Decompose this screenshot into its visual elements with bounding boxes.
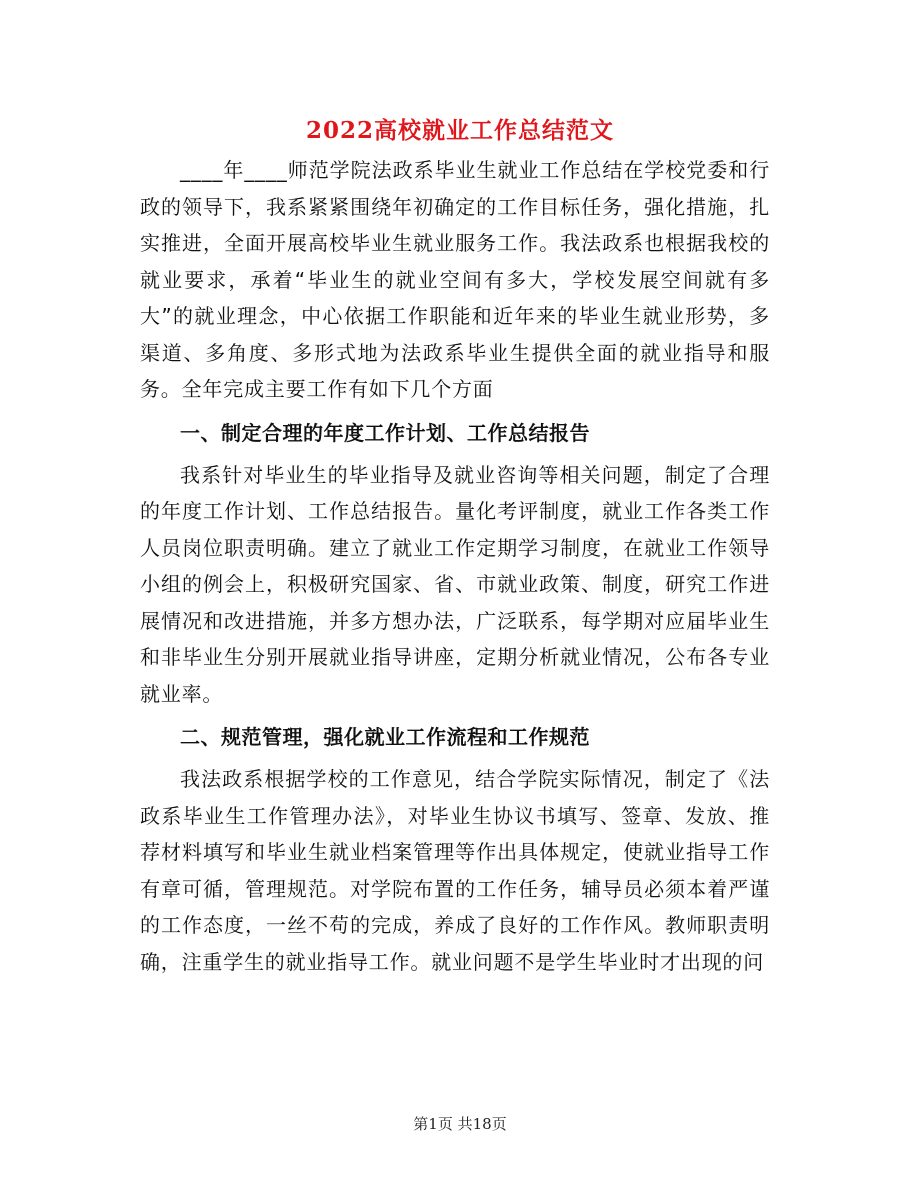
section-2-paragraph: 我法政系根据学校的工作意见，结合学院实际情况，制定了《法政系毕业生工作管理办法》，对毕业生协议书填写、签章、发放、推荐材料填写和毕业生就业档案管理等作出具体规定，使就业指导工作有章可循，管理规范。对学院布置的工作任务，辅导员必须本着严谨的工作态度，一丝不苟的完成，养成了良好的工作作风。教师职责明确，注重学生的就业指导工作。就业问题不是学生毕业时才出现的问	[140, 767, 770, 974]
intro-paragraph: ____年____师范学院法政系毕业生就业工作总结在学校党委和行政的领导下，我系紧紧围绕年初确定的工作目标任务，强化措施，扎实推进，全面开展高校毕业生就业服务工作。我法政系也根据我校的就业要求，承着“毕业生的就业空间有多大，学校发展空间就有多大”的就业理念，中心依据工作职能和近年来的毕业生就业形势，多渠道、多角度、多形式地为法政系毕业生提供全面的就业指导和服务。全年完成主要工作有如下几个方面	[140, 158, 770, 401]
section-1-paragraph: 我系针对毕业生的毕业指导及就业咨询等相关问题，制定了合理的年度工作计划、工作总结报告。量化考评制度，就业工作各类工作人员岗位职责明确。建立了就业工作定期学习制度，在就业工作领导小组的例会上，积极研究国家、省、市就业政策、制度，研究工作进展情况和改进措施，并多方想办法，广泛联系，每学期对应届毕业生和非毕业生分别开展就业指导讲座，定期分析就业情况，公布各专业就业率。	[140, 462, 770, 706]
section-2-heading: 二、规范管理，强化就业工作流程和工作规范	[180, 725, 590, 749]
page-number-footer: 第1页 共18页	[413, 1115, 507, 1133]
document-body	[140, 152, 770, 980]
section-1-heading: 一、制定合理的年度工作计划、工作总结报告	[180, 420, 590, 445]
document-title: 2022高校就业工作总结范文	[305, 117, 614, 144]
